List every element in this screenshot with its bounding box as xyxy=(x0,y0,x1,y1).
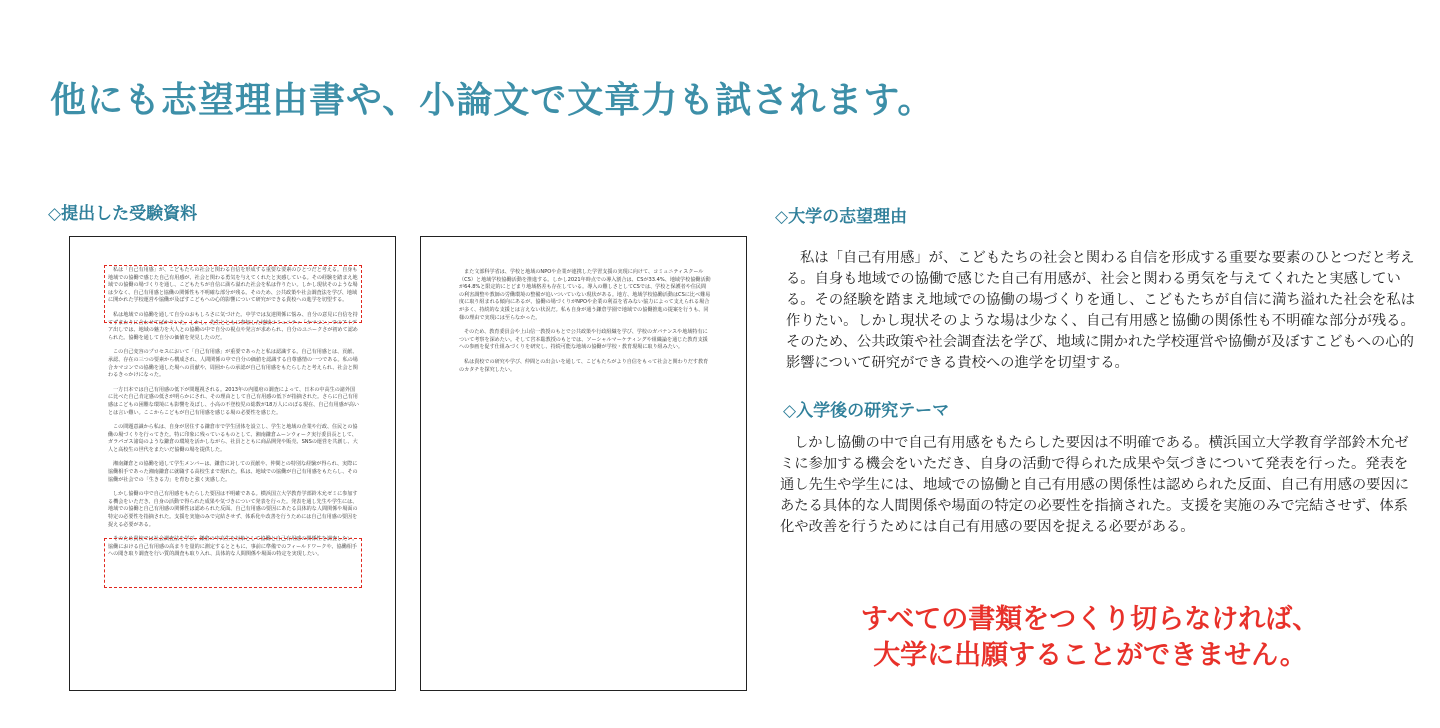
page-1-paragraph: この問題意識から私は、自身が居住する鎌倉市で学生団体を設立し、学生と地域の企業や行政、住民との協働の場づくりを行ってきた。特に印象に残っているものとして、湘南鎌倉ムーンウォーク実行委員長として、ガラパゴス諸島のような鎌倉の環境を活かしながら、社員とともに商品開発や販売、SNSの運営を共創し、大人と高校生の世代をまたいだ協働の場を提供した。 xyxy=(108,424,358,453)
motivation-label: ◇大学の志望理由 xyxy=(775,207,908,227)
page-1-paragraph: 一方日本では自己有用感の低下が問題視される。2013年の内閣府の調査によって、日本の中高生の諸外国に比べた自己肯定感の低さが明らかにされ、その理由として自己有用感の低下が指摘された。さらに自己有用感はこどもの困難な環境にも影響を及ぼし、小高の不登校児の総数が18万人にのぼる現在、自己有用感が高いとは言い難い。ここからこどもが自己有用感を感じる場の必要性を感じた。 xyxy=(108,386,359,416)
motivation-text: 私は「自己有用感」が、こどもたちの社会と関わる自信を形成する重要な要素のひとつだと考える。自身も地域での協働で感じた自己有用感が、社会と関わる勇気を与えてくれたと実感している。その経験を踏まえ地域での協働の場づくりを通し、こどもたちが自信に満ち溢れた社会を私は作りたい。しかし現状そのような場は少なく、自己有用感と協働の関係性も不明確な部分が残る。そのため、公共政策や社会調査法を学び、地域に開かれた学校運営や協働が及ぼすこどもへの心的影響について研究ができる貴校への進学を切望する。 xyxy=(786,250,1416,371)
page-1-paragraph: この自己変容のプロセスにおいて「自己有用感」が重要であったと私は認識する。自己有用感とは、貢献、承認、存在の三つの要素から構成され、人間関係の中で自分の価値を認識する自尊感情の一つである。私の場合カマコンでの協働を通した場への貢献や、周囲からの承認が自己有用感をもたらしたと考えられ、社会と関わるきっかけになった。 xyxy=(108,349,358,379)
slide-title: 他にも志望理由書や、小論文で文章力も試されます。 xyxy=(50,80,935,121)
research-theme-label: ◇入学後の研究テーマ xyxy=(783,401,950,421)
research-theme-text: しかし協働の中で自己有用感をもたらした要因は不明確である。横浜国立大学教育学部鈴木允ゼミに参加する機会をいただき、自身の活動で得られた成果や気づきについて発表を行った。発表を通し先生や学生には、地域での協働と自己有用感の関係性は認められた反面、自己有用感の要因にあたる具体的な人間関係や場面の特定の必要性を指摘された。支援を実施のみで完結させず、体系化や改善を行うためには自己有用感の要因を捉える必要がある。 xyxy=(780,435,1410,535)
submitted-materials-label: ◇提出した受験資料 xyxy=(48,204,198,224)
page-1-paragraph: そのため貴校では社会調査法を学び、鎌倉の中高生を対象として協働と自己有用感の関係性を調査したい。協働における自己有用感の高まりを量的に測定するとともに、事前に準備でのフィールドワークや、協働相手への聞き取り調査を行い質的調査も取り入れ、具体的な人間関係や場面の特定を実現したい。 xyxy=(108,536,358,558)
page-1-paragraph: 湘南鎌倉との協働を通して学生メンバーは、鎌倉に対しての貢献や、仲間との特別な経験が得られ、実際に協働相手であった湘南鎌倉に就職する高校生まで現れた。私は、地域での協働が自己有用感をもたらし、その協働が社会での「生きる力」を育むと強く実感した。 xyxy=(108,461,358,483)
page-2-paragraph: 私は貴校での研究や学び、仲間との出会いを通して、こどもたちがより自信をもって社会と関わりだす教育のカタチを探究したい。 xyxy=(459,358,709,373)
callout-line-1: すべての書類をつくり切らなければ、 xyxy=(860,604,1320,635)
highlight-box-research-theme xyxy=(104,538,362,588)
highlight-box-motivation xyxy=(104,265,362,323)
document-page-1 xyxy=(69,236,396,691)
page-1-paragraph: 私は地域での協働を通して自分のおもしろさに気づけた。中学では友達関係に悩み、自分の意見に自信を持てずまわりに合わせてばかりいた。しかし、先生とともに参加した地域コミュニティ「カマコン」でのアイデア出しでは、地域の魅力を大人との協働の中で自分の視点や発言が求められ、自分のユニークさが初めて認められた。協働を通して自分の価値を発見したのだ。 xyxy=(108,311,358,341)
document-page-2 xyxy=(420,236,747,691)
callout-line-2: 大学に出願することができません。 xyxy=(873,640,1307,671)
page-1-paragraph: しかし協働の中で自己有用感をもたらした要因は不明確である。横浜国立大学教育学部鈴木允ゼミに参加する機会をいただき、自身の活動で得られた成果や気づきについて発表を行った。発表を通し先生や学生には、地域での協働と自己有用感の関係性は認められた反面、自己有用感の要因にあたる具体的な人間関係や場面の特定の必要性を指摘された。支援を実施のみで完結させず、体系化や改善を行うためには自己有用感の要因を捉える必要がある。 xyxy=(108,491,358,528)
page-2-paragraph: そのため、教育委員会や上山信一教授のもとで公共政策や行政組織を学び、学校のガバナンスや地域特有について考察を深めたい。そして宮本聡教授のもとでは、ソーシャルマーケティングや組織論を通じた教育支援への参画を促す仕組みづくりを研究し、持続可能な地域の協働が学校・教育現場に取り組みたい。 xyxy=(459,329,708,351)
page-2-text xyxy=(459,269,711,381)
page-2-paragraph: また文部科学省は、学校と地域のNPOや企業が連携した学習支援の実現に向けて、コミュニティスクール（CS）と地域学校協働活動を推進する。しかし2021年時点での導入割合は、CSが33.4%、地域学校協働活動が64.8%と限定的にとどまり地域格差も存在している。導入の難しさとしてCSでは、学校と保護者や住民間の利害調整や教師の労働環境の整備が追いついていない現状がある。地方、地域学校協働活動はCSに比べ難易度に取り組まれる傾向にあるが、協働の場づくりがNPOや企業の利益を省みない協力によって支えられる場合が多く、持続的な支援とは言えない状況だ。私も自身が通う鎌倉学園で地域での協働推進の提案を行うも、同様の理由で実現には至らなかった。 xyxy=(459,269,711,321)
page-1-paragraph: 私は「自己有用感」が、こどもたちの社会と関わる自信を形成する重要な要素のひとつだと考える。自身も地域での協働で感じた自己有用感が、社会と関わる勇気を与えてくれたと実感している。その経験を踏まえ地域での協働の場づくりを通し、こどもたちが自信に満ち溢れた社会を私は作りたい。しかし現状そのような場は少なく、自己有用感と協働の関係性も不明確な部分が残る。そのため、公共政策や社会調査法を学び、地域に開かれた学校運営や協働が及ぼすこどもへの心的影響について研究ができる貴校への進学を切望する。 xyxy=(108,267,358,304)
application-callout xyxy=(790,602,1390,674)
